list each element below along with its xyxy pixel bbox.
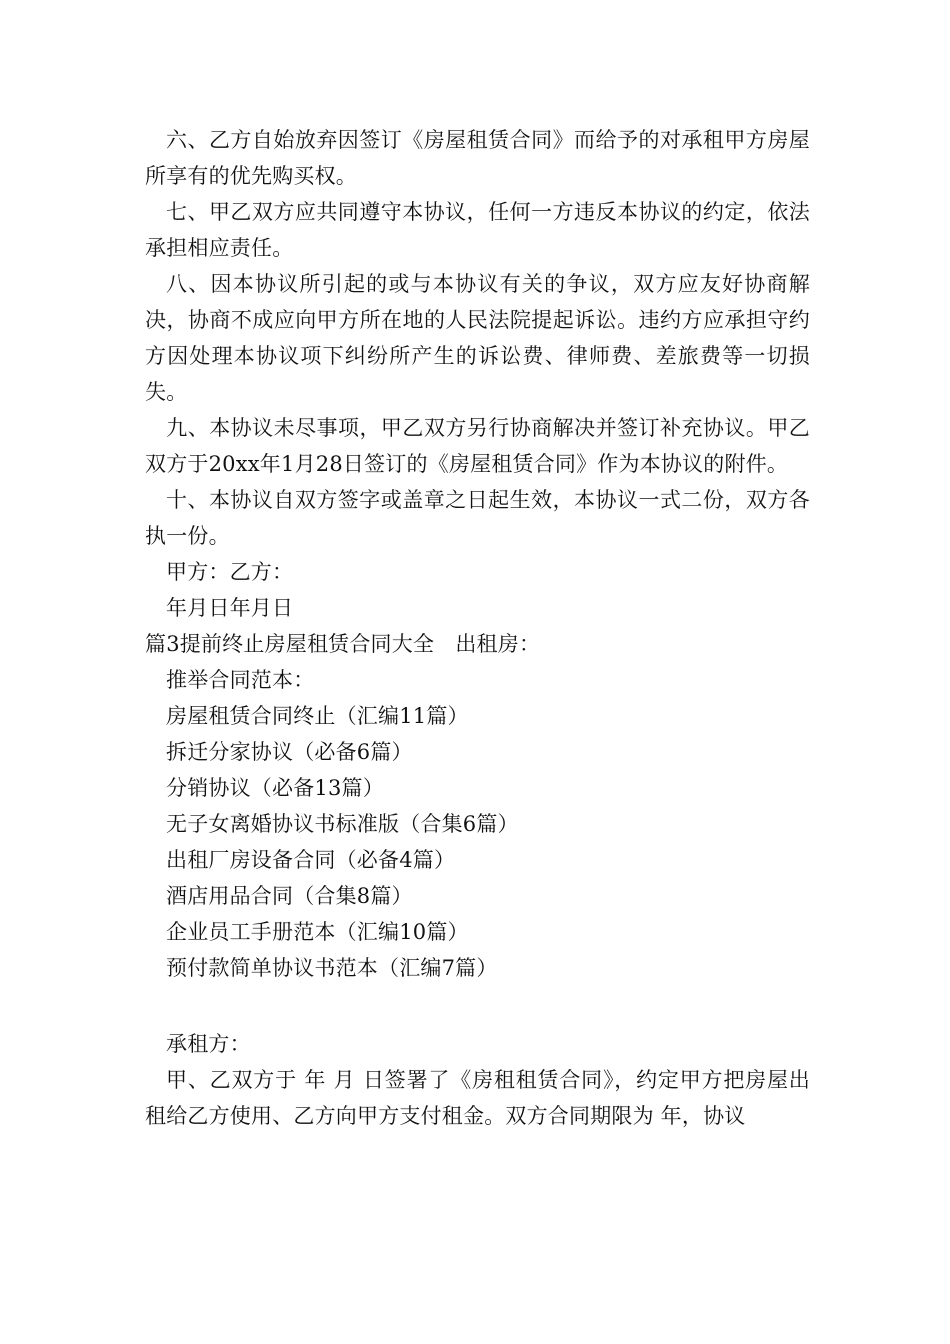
- section-heading: 篇3提前终止房屋租赁合同大全 出租房：: [145, 632, 541, 656]
- recommend-title: 推举合同范本：: [166, 668, 315, 692]
- blank-gap: [145, 986, 810, 1026]
- clause-seven: 七、甲乙双方应共同遵守本协议，任何一方违反本协议的约定，依法承担相应责任。: [145, 200, 810, 260]
- recommend-item[interactable]: 房屋租赁合同终止（汇编11篇）: [166, 704, 469, 728]
- clause-six: 六、乙方自始放弃因签订《房屋租赁合同》而给予的对承租甲方房屋所享有的优先购买权。: [145, 128, 810, 188]
- recommend-item[interactable]: 预付款简单协议书范本（汇编7篇）: [166, 956, 498, 980]
- recommend-item[interactable]: 拆迁分家协议（必备6篇）: [166, 740, 413, 764]
- recommend-item[interactable]: 企业员工手册范本（汇编10篇）: [166, 920, 469, 944]
- recommend-item[interactable]: 酒店用品合同（合集8篇）: [166, 884, 413, 908]
- final-paragraph: 甲、乙双方于 年 月 日签署了《房租租赁合同》，约定甲方把房屋出租给乙方使用、乙方向甲方支付租金。双方合同期限为 年，协议: [145, 1068, 810, 1128]
- recommend-item[interactable]: 分销协议（必备13篇）: [166, 776, 384, 800]
- recommend-item[interactable]: 出租厂房设备合同（必备4篇）: [166, 848, 456, 872]
- clause-nine: [145, 410, 810, 482]
- document-body: [145, 122, 810, 1134]
- clause-eight: 八、因本协议所引起的或与本协议有关的争议，双方应友好协商解决，协商不成应向甲方所在地的人民法院提起诉讼。违约方应承担守约方因处理本协议项下纠纷所产生的诉讼费、律师费、差旅费等一切损失。: [145, 272, 810, 404]
- date-line: 年月日年月日: [166, 596, 294, 620]
- clause-nine-text: 九、本协议未尽事项，甲乙双方另行协商解决并签订补充协议。甲乙双方于20xx年1月28日签订的《房屋租赁合同》作为本协议的附件。: [145, 416, 810, 476]
- clause-ten: 十、本协议自双方签字或盖章之日起生效，本协议一式二份，双方各执一份。: [145, 488, 810, 548]
- tenant-label: 承租方：: [166, 1032, 251, 1056]
- recommend-list: [145, 698, 810, 986]
- recommend-item[interactable]: 无子女离婚协议书标准版（合集6篇）: [166, 812, 519, 836]
- signature-line: 甲方：乙方：: [166, 560, 294, 584]
